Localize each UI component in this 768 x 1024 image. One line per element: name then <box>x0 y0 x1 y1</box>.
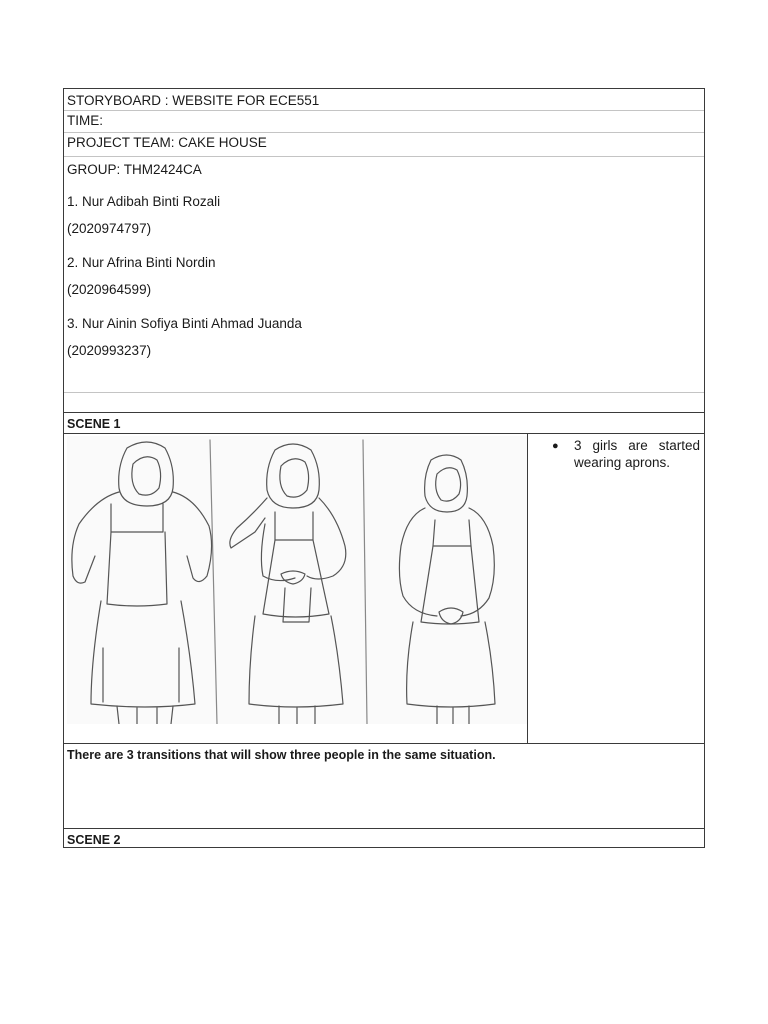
scene-2-label: SCENE 2 <box>67 833 121 847</box>
bullet-icon: ● <box>552 440 559 452</box>
column-divider <box>527 433 528 743</box>
row-divider <box>64 412 704 413</box>
member-name: 2. Nur Afrina Binti Nordin <box>67 255 216 270</box>
project-team-label: PROJECT TEAM: CAKE HOUSE <box>67 135 267 150</box>
panel-divider <box>363 440 367 724</box>
figure-2 <box>230 444 346 724</box>
storyboard-title: STORYBOARD : WEBSITE FOR ECE551 <box>67 93 320 108</box>
member-name: 3. Nur Ainin Sofiya Binti Ahmad Juanda <box>67 316 302 331</box>
row-divider <box>64 433 704 434</box>
member-name: 1. Nur Adibah Binti Rozali <box>67 194 221 209</box>
scene-1-bullet: 3 girls are started wearing aprons. <box>574 438 700 470</box>
scene-1-label: SCENE 1 <box>67 417 121 431</box>
group-label: GROUP: THM2424CA <box>67 162 202 177</box>
panel-divider <box>210 440 217 724</box>
row-divider <box>64 132 704 133</box>
figure-1 <box>72 442 212 724</box>
member-id: (2020974797) <box>67 221 152 236</box>
row-divider <box>64 828 704 829</box>
storyboard-table <box>63 88 705 848</box>
member-id: (2020993237) <box>67 343 152 358</box>
row-divider <box>64 110 704 111</box>
figure-3 <box>399 455 495 724</box>
row-divider <box>64 156 704 157</box>
row-divider <box>64 743 704 744</box>
three-girls-aprons-sketch <box>67 436 527 724</box>
scene-1-description: There are 3 transitions that will show three people in the same situation. <box>67 748 496 762</box>
time-label: TIME: <box>67 113 103 128</box>
member-id: (2020964599) <box>67 282 152 297</box>
row-divider <box>64 392 704 393</box>
scene-1-sketch <box>67 436 527 724</box>
